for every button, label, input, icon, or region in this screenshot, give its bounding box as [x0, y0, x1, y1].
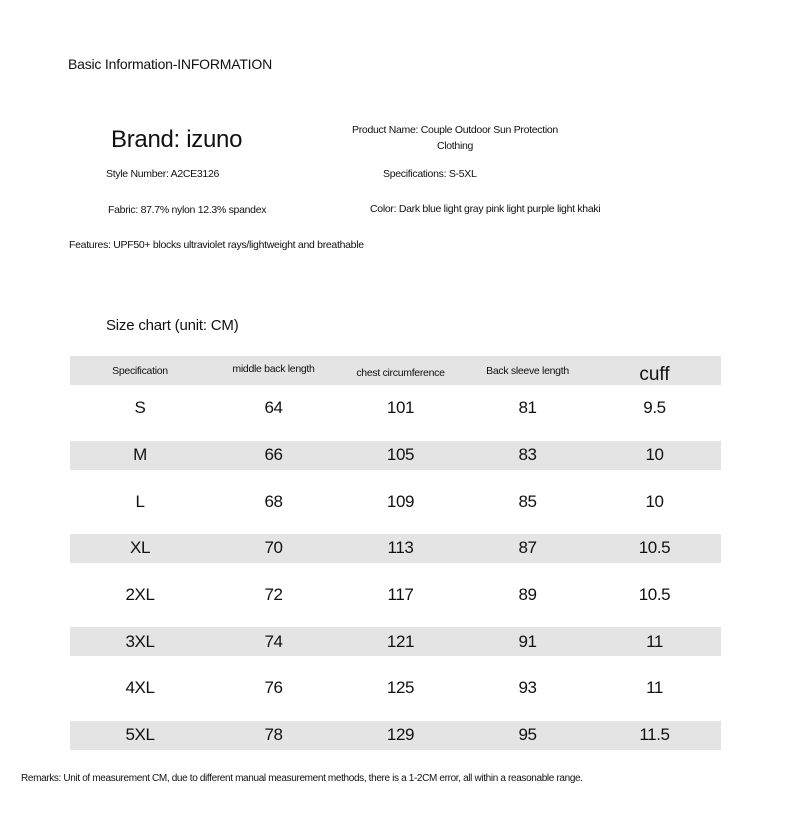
cell-back-sleeve-length: 83 — [518, 445, 537, 465]
cell-size: M — [133, 445, 147, 465]
cell-middle-back-length: 68 — [264, 491, 283, 511]
cell-back-sleeve-length: 95 — [518, 725, 537, 745]
size-chart-title: Size chart (unit: CM) — [106, 317, 239, 334]
table-row — [70, 618, 721, 665]
cell-size: 3XL — [125, 631, 155, 651]
header-back-sleeve-length: Back sleeve length — [486, 364, 569, 377]
cell-cuff: 10.5 — [638, 585, 671, 605]
table-row — [70, 712, 721, 759]
row-band — [70, 674, 721, 703]
cell-chest-circumference: 121 — [386, 631, 415, 651]
cell-middle-back-length: 78 — [264, 725, 283, 745]
cell-cuff: 9.5 — [643, 398, 666, 418]
section-title: Basic Information-INFORMATION — [68, 56, 272, 72]
features: Features: UPF50+ blocks ultraviolet rays/lightweight and breathable — [69, 239, 364, 251]
table-row — [70, 665, 721, 712]
cell-chest-circumference: 113 — [387, 538, 414, 558]
style-number: Style Number: A2CE3126 — [106, 168, 220, 180]
row-band — [70, 534, 721, 563]
specifications: Specifications: S-5XL — [383, 168, 477, 180]
header-chest-circumference: chest circumference — [356, 366, 445, 379]
cell-chest-circumference: 101 — [386, 398, 415, 418]
cell-cuff: 10 — [645, 445, 664, 465]
cell-size: S — [134, 398, 146, 418]
cell-chest-circumference: 125 — [386, 678, 415, 698]
cell-size: 4XL — [125, 678, 155, 698]
cell-middle-back-length: 76 — [264, 678, 283, 698]
cell-back-sleeve-length: 93 — [518, 678, 537, 698]
header-specification: Specification — [112, 364, 168, 377]
product-name: Product Name: Couple Outdoor Sun Protection Clothing — [352, 124, 558, 152]
row-band — [70, 487, 721, 516]
cell-back-sleeve-length: 85 — [518, 491, 537, 511]
header-middle-back-length: middle back length — [232, 362, 315, 375]
cell-middle-back-length: 66 — [264, 445, 283, 465]
cell-cuff: 11 — [646, 678, 663, 698]
cell-chest-circumference: 117 — [387, 585, 414, 605]
cell-middle-back-length: 74 — [264, 631, 283, 651]
cell-back-sleeve-length: 89 — [518, 585, 537, 605]
cell-chest-circumference: 105 — [386, 445, 415, 465]
table-row — [70, 525, 721, 572]
row-band — [70, 581, 721, 610]
remarks: Remarks: Unit of measurement CM, due to different manual measurement methods, there is a 1-2CM error, all within a reasonable range. — [21, 773, 583, 784]
cell-back-sleeve-length: 87 — [518, 538, 537, 558]
table-row — [70, 478, 721, 525]
cell-middle-back-length: 72 — [264, 585, 283, 605]
cell-middle-back-length: 70 — [264, 538, 283, 558]
table-row — [70, 432, 721, 479]
cell-middle-back-length: 64 — [264, 398, 283, 418]
cell-size: 5XL — [125, 725, 155, 745]
cell-size: XL — [130, 538, 150, 558]
row-band — [70, 721, 721, 750]
color-options: Color: Dark blue light gray pink light purple light khaki — [370, 203, 601, 215]
table-header-row — [70, 356, 721, 385]
cell-chest-circumference: 129 — [386, 725, 415, 745]
row-band — [70, 441, 721, 470]
fabric: Fabric: 87.7% nylon 12.3% spandex — [108, 204, 267, 216]
cell-back-sleeve-length: 91 — [518, 631, 537, 651]
row-band — [70, 627, 721, 656]
cell-cuff: 11 — [646, 631, 663, 651]
header-cuff: cuff — [639, 363, 670, 385]
table-row — [70, 572, 721, 619]
size-chart-table — [70, 356, 721, 759]
table-row — [70, 385, 721, 432]
row-band — [70, 394, 721, 423]
cell-cuff: 10 — [645, 491, 664, 511]
cell-cuff: 11.5 — [639, 725, 670, 745]
cell-back-sleeve-length: 81 — [518, 398, 537, 418]
cell-size: 2XL — [125, 585, 155, 605]
brand-label: Brand: izuno — [111, 126, 243, 153]
cell-cuff: 10.5 — [638, 538, 671, 558]
cell-chest-circumference: 109 — [386, 491, 415, 511]
cell-size: L — [135, 491, 145, 511]
